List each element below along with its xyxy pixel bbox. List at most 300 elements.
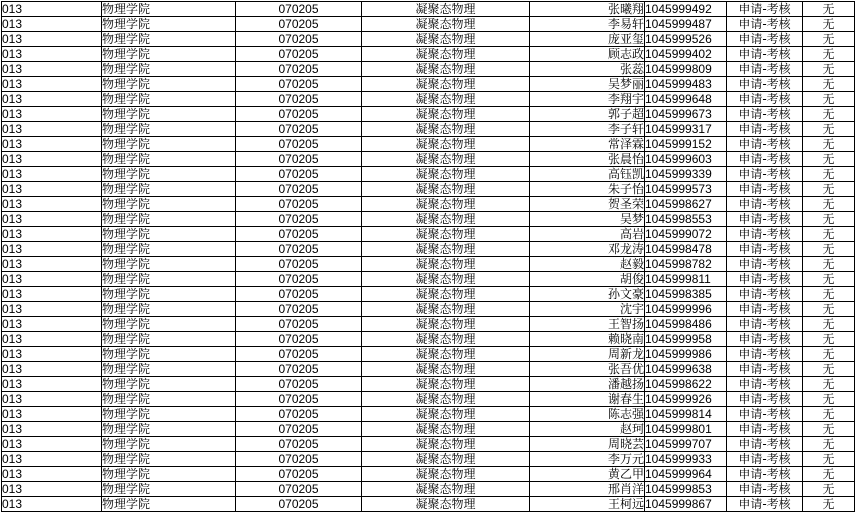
admission-type-cell: 申请-考核 [727,422,803,437]
admission-type-cell: 申请-考核 [727,47,803,62]
candidate-id-cell: 1045998486 [645,317,727,332]
student-name-cell: 高钰凯 [530,167,645,182]
candidate-id-cell: 1045999867 [645,497,727,512]
table-row [2,227,855,242]
candidate-id-cell: 1045999487 [645,17,727,32]
admission-type-cell: 申请-考核 [727,497,803,512]
admission-type-cell: 申请-考核 [727,317,803,332]
table-row [2,287,855,302]
major-code-cell: 070205 [236,317,362,332]
college-name-cell: 物理学院 [102,2,236,17]
table-row [2,2,855,17]
major-code-cell: 070205 [236,302,362,317]
candidate-id-cell: 1045999926 [645,392,727,407]
college-name-cell: 物理学院 [102,152,236,167]
major-name-cell: 凝聚态物理 [362,227,530,242]
table-row [2,257,855,272]
major-name-cell: 凝聚态物理 [362,422,530,437]
candidate-id-cell: 1045999986 [645,347,727,362]
admission-type-cell: 申请-考核 [727,92,803,107]
college-name-cell: 物理学院 [102,452,236,467]
candidate-id-cell: 1045999673 [645,107,727,122]
candidate-id-cell: 1045999933 [645,452,727,467]
college-code-cell: 013 [2,437,102,452]
college-name-cell: 物理学院 [102,347,236,362]
table-row [2,137,855,152]
table-row [2,17,855,32]
admission-table [1,1,855,512]
major-code-cell: 070205 [236,152,362,167]
major-code-cell: 070205 [236,422,362,437]
major-name-cell: 凝聚态物理 [362,242,530,257]
candidate-id-cell: 1045999638 [645,362,727,377]
major-code-cell: 070205 [236,272,362,287]
major-name-cell: 凝聚态物理 [362,362,530,377]
major-code-cell: 070205 [236,332,362,347]
admission-type-cell: 申请-考核 [727,107,803,122]
table-row [2,197,855,212]
college-code-cell: 013 [2,362,102,377]
candidate-id-cell: 1045998627 [645,197,727,212]
student-name-cell: 赵珂 [530,422,645,437]
note-cell: 无 [803,317,855,332]
major-code-cell: 070205 [236,482,362,497]
note-cell: 无 [803,242,855,257]
college-name-cell: 物理学院 [102,182,236,197]
candidate-id-cell: 1045999573 [645,182,727,197]
candidate-id-cell: 1045998782 [645,257,727,272]
note-cell: 无 [803,2,855,17]
college-code-cell: 013 [2,257,102,272]
college-name-cell: 物理学院 [102,377,236,392]
college-code-cell: 013 [2,137,102,152]
college-code-cell: 013 [2,272,102,287]
student-name-cell: 郭子超 [530,107,645,122]
student-name-cell: 吴梦丽 [530,77,645,92]
note-cell: 无 [803,62,855,77]
note-cell: 无 [803,437,855,452]
admission-type-cell: 申请-考核 [727,302,803,317]
student-name-cell: 王智扬 [530,317,645,332]
college-code-cell: 013 [2,77,102,92]
major-code-cell: 070205 [236,257,362,272]
admission-type-cell: 申请-考核 [727,482,803,497]
major-code-cell: 070205 [236,167,362,182]
college-name-cell: 物理学院 [102,497,236,512]
college-code-cell: 013 [2,287,102,302]
college-name-cell: 物理学院 [102,422,236,437]
note-cell: 无 [803,167,855,182]
major-name-cell: 凝聚态物理 [362,257,530,272]
candidate-id-cell: 1045998385 [645,287,727,302]
major-code-cell: 070205 [236,137,362,152]
college-code-cell: 013 [2,107,102,122]
admission-type-cell: 申请-考核 [727,362,803,377]
college-name-cell: 物理学院 [102,302,236,317]
admission-type-cell: 申请-考核 [727,392,803,407]
note-cell: 无 [803,17,855,32]
major-code-cell: 070205 [236,497,362,512]
major-code-cell: 070205 [236,287,362,302]
major-code-cell: 070205 [236,47,362,62]
college-name-cell: 物理学院 [102,407,236,422]
admission-type-cell: 申请-考核 [727,152,803,167]
admission-type-cell: 申请-考核 [727,227,803,242]
table-row [2,392,855,407]
admission-type-cell: 申请-考核 [727,2,803,17]
candidate-id-cell: 1045999526 [645,32,727,47]
major-name-cell: 凝聚态物理 [362,287,530,302]
student-name-cell: 高岩 [530,227,645,242]
college-name-cell: 物理学院 [102,32,236,47]
table-row [2,32,855,47]
candidate-id-cell: 1045999648 [645,92,727,107]
major-code-cell: 070205 [236,362,362,377]
table-row [2,92,855,107]
table-row [2,47,855,62]
student-name-cell: 赵毅 [530,257,645,272]
major-name-cell: 凝聚态物理 [362,467,530,482]
candidate-id-cell: 1045999603 [645,152,727,167]
note-cell: 无 [803,407,855,422]
major-name-cell: 凝聚态物理 [362,137,530,152]
student-name-cell: 孙文豪 [530,287,645,302]
note-cell: 无 [803,92,855,107]
college-name-cell: 物理学院 [102,467,236,482]
major-code-cell: 070205 [236,392,362,407]
student-name-cell: 谢春生 [530,392,645,407]
admission-type-cell: 申请-考核 [727,77,803,92]
major-name-cell: 凝聚态物理 [362,482,530,497]
admission-type-cell: 申请-考核 [727,257,803,272]
major-name-cell: 凝聚态物理 [362,497,530,512]
student-name-cell: 赖晓南 [530,332,645,347]
note-cell: 无 [803,497,855,512]
admission-type-cell: 申请-考核 [727,377,803,392]
table-row [2,437,855,452]
major-code-cell: 070205 [236,407,362,422]
college-name-cell: 物理学院 [102,287,236,302]
major-name-cell: 凝聚态物理 [362,212,530,227]
major-code-cell: 070205 [236,212,362,227]
college-name-cell: 物理学院 [102,77,236,92]
candidate-id-cell: 1045999811 [645,272,727,287]
table-row [2,302,855,317]
college-name-cell: 物理学院 [102,137,236,152]
college-code-cell: 013 [2,197,102,212]
college-code-cell: 013 [2,347,102,362]
college-name-cell: 物理学院 [102,17,236,32]
major-code-cell: 070205 [236,437,362,452]
major-name-cell: 凝聚态物理 [362,452,530,467]
major-code-cell: 070205 [236,377,362,392]
college-code-cell: 013 [2,182,102,197]
major-name-cell: 凝聚态物理 [362,197,530,212]
admission-type-cell: 申请-考核 [727,182,803,197]
note-cell: 无 [803,197,855,212]
student-name-cell: 张蕊 [530,62,645,77]
candidate-id-cell: 1045998478 [645,242,727,257]
note-cell: 无 [803,377,855,392]
student-name-cell: 王柯远 [530,497,645,512]
college-code-cell: 013 [2,332,102,347]
college-code-cell: 013 [2,302,102,317]
student-name-cell: 周新龙 [530,347,645,362]
major-code-cell: 070205 [236,107,362,122]
table-row [2,407,855,422]
major-code-cell: 070205 [236,77,362,92]
admission-type-cell: 申请-考核 [727,137,803,152]
student-name-cell: 李翔宇 [530,92,645,107]
student-name-cell: 李易轩 [530,17,645,32]
note-cell: 无 [803,482,855,497]
major-name-cell: 凝聚态物理 [362,392,530,407]
major-name-cell: 凝聚态物理 [362,122,530,137]
table-row [2,482,855,497]
major-name-cell: 凝聚态物理 [362,272,530,287]
major-name-cell: 凝聚态物理 [362,32,530,47]
candidate-id-cell: 1045999801 [645,422,727,437]
admission-type-cell: 申请-考核 [727,32,803,47]
college-name-cell: 物理学院 [102,392,236,407]
college-code-cell: 013 [2,2,102,17]
college-name-cell: 物理学院 [102,272,236,287]
admission-type-cell: 申请-考核 [727,452,803,467]
college-code-cell: 013 [2,467,102,482]
student-name-cell: 胡俊 [530,272,645,287]
table-row [2,347,855,362]
student-name-cell: 朱子怡 [530,182,645,197]
major-name-cell: 凝聚态物理 [362,17,530,32]
note-cell: 无 [803,332,855,347]
note-cell: 无 [803,77,855,92]
admission-type-cell: 申请-考核 [727,467,803,482]
college-code-cell: 013 [2,392,102,407]
major-code-cell: 070205 [236,197,362,212]
candidate-id-cell: 1045998553 [645,212,727,227]
college-code-cell: 013 [2,227,102,242]
candidate-id-cell: 1045999958 [645,332,727,347]
admission-type-cell: 申请-考核 [727,197,803,212]
college-name-cell: 物理学院 [102,92,236,107]
major-name-cell: 凝聚态物理 [362,347,530,362]
student-name-cell: 张曦翔 [530,2,645,17]
candidate-id-cell: 1045999339 [645,167,727,182]
table-row [2,77,855,92]
major-code-cell: 070205 [236,227,362,242]
college-name-cell: 物理学院 [102,362,236,377]
note-cell: 无 [803,452,855,467]
note-cell: 无 [803,257,855,272]
candidate-id-cell: 1045999152 [645,137,727,152]
note-cell: 无 [803,362,855,377]
table-row [2,272,855,287]
college-code-cell: 013 [2,422,102,437]
candidate-id-cell: 1045999072 [645,227,727,242]
college-name-cell: 物理学院 [102,317,236,332]
college-code-cell: 013 [2,482,102,497]
table-row [2,362,855,377]
table-row [2,467,855,482]
table-row [2,452,855,467]
college-code-cell: 013 [2,377,102,392]
table-row [2,122,855,137]
major-name-cell: 凝聚态物理 [362,62,530,77]
table-row [2,317,855,332]
student-name-cell: 周晓芸 [530,437,645,452]
major-code-cell: 070205 [236,452,362,467]
candidate-id-cell: 1045999996 [645,302,727,317]
note-cell: 无 [803,32,855,47]
college-code-cell: 013 [2,92,102,107]
student-name-cell: 李子轩 [530,122,645,137]
college-name-cell: 物理学院 [102,482,236,497]
college-name-cell: 物理学院 [102,212,236,227]
admission-type-cell: 申请-考核 [727,332,803,347]
student-name-cell: 张晨怡 [530,152,645,167]
admission-type-cell: 申请-考核 [727,347,803,362]
college-code-cell: 013 [2,167,102,182]
note-cell: 无 [803,227,855,242]
student-name-cell: 邓龙涛 [530,242,645,257]
admission-type-cell: 申请-考核 [727,212,803,227]
college-code-cell: 013 [2,152,102,167]
table-row [2,422,855,437]
major-name-cell: 凝聚态物理 [362,317,530,332]
major-code-cell: 070205 [236,242,362,257]
note-cell: 无 [803,137,855,152]
major-name-cell: 凝聚态物理 [362,407,530,422]
major-name-cell: 凝聚态物理 [362,92,530,107]
admission-type-cell: 申请-考核 [727,272,803,287]
college-code-cell: 013 [2,122,102,137]
college-name-cell: 物理学院 [102,227,236,242]
major-code-cell: 070205 [236,62,362,77]
college-code-cell: 013 [2,317,102,332]
note-cell: 无 [803,47,855,62]
table-row [2,62,855,77]
admission-type-cell: 申请-考核 [727,437,803,452]
student-name-cell: 潘越扬 [530,377,645,392]
table-row [2,377,855,392]
major-code-cell: 070205 [236,467,362,482]
table-row [2,107,855,122]
note-cell: 无 [803,347,855,362]
major-name-cell: 凝聚态物理 [362,302,530,317]
college-name-cell: 物理学院 [102,437,236,452]
college-name-cell: 物理学院 [102,62,236,77]
college-code-cell: 013 [2,407,102,422]
college-code-cell: 013 [2,452,102,467]
note-cell: 无 [803,392,855,407]
table-row [2,152,855,167]
college-code-cell: 013 [2,17,102,32]
candidate-id-cell: 1045999402 [645,47,727,62]
note-cell: 无 [803,152,855,167]
admission-type-cell: 申请-考核 [727,407,803,422]
student-name-cell: 贺圣荣 [530,197,645,212]
note-cell: 无 [803,287,855,302]
note-cell: 无 [803,122,855,137]
student-name-cell: 沈宇 [530,302,645,317]
major-name-cell: 凝聚态物理 [362,2,530,17]
admission-type-cell: 申请-考核 [727,62,803,77]
college-name-cell: 物理学院 [102,167,236,182]
college-name-cell: 物理学院 [102,257,236,272]
table-row [2,167,855,182]
major-name-cell: 凝聚态物理 [362,107,530,122]
major-code-cell: 070205 [236,32,362,47]
major-name-cell: 凝聚态物理 [362,167,530,182]
student-name-cell: 顾志政 [530,47,645,62]
student-name-cell: 李万元 [530,452,645,467]
major-code-cell: 070205 [236,122,362,137]
note-cell: 无 [803,467,855,482]
college-name-cell: 物理学院 [102,47,236,62]
college-code-cell: 013 [2,242,102,257]
college-code-cell: 013 [2,212,102,227]
table-row [2,242,855,257]
college-code-cell: 013 [2,47,102,62]
major-name-cell: 凝聚态物理 [362,77,530,92]
note-cell: 无 [803,302,855,317]
admission-type-cell: 申请-考核 [727,242,803,257]
major-code-cell: 070205 [236,347,362,362]
table-row [2,497,855,512]
student-name-cell: 庞亚玺 [530,32,645,47]
major-name-cell: 凝聚态物理 [362,437,530,452]
major-name-cell: 凝聚态物理 [362,377,530,392]
note-cell: 无 [803,272,855,287]
table-row [2,182,855,197]
major-code-cell: 070205 [236,182,362,197]
candidate-id-cell: 1045999483 [645,77,727,92]
note-cell: 无 [803,212,855,227]
college-code-cell: 013 [2,32,102,47]
college-code-cell: 013 [2,62,102,77]
student-name-cell: 邢肖洋 [530,482,645,497]
student-name-cell: 黄乙甲 [530,467,645,482]
college-name-cell: 物理学院 [102,122,236,137]
candidate-id-cell: 1045999707 [645,437,727,452]
candidate-id-cell: 1045999492 [645,2,727,17]
candidate-id-cell: 1045999964 [645,467,727,482]
candidate-id-cell: 1045999809 [645,62,727,77]
candidate-id-cell: 1045999853 [645,482,727,497]
major-name-cell: 凝聚态物理 [362,47,530,62]
major-code-cell: 070205 [236,92,362,107]
college-name-cell: 物理学院 [102,197,236,212]
admission-type-cell: 申请-考核 [727,17,803,32]
admission-type-cell: 申请-考核 [727,122,803,137]
note-cell: 无 [803,107,855,122]
student-name-cell: 陈志强 [530,407,645,422]
college-code-cell: 013 [2,497,102,512]
college-name-cell: 物理学院 [102,107,236,122]
table-row [2,332,855,347]
candidate-id-cell: 1045998622 [645,377,727,392]
major-name-cell: 凝聚态物理 [362,332,530,347]
note-cell: 无 [803,422,855,437]
student-name-cell: 常泽霖 [530,137,645,152]
college-name-cell: 物理学院 [102,332,236,347]
candidate-id-cell: 1045999317 [645,122,727,137]
admission-type-cell: 申请-考核 [727,167,803,182]
college-name-cell: 物理学院 [102,242,236,257]
table-row [2,212,855,227]
admission-type-cell: 申请-考核 [727,287,803,302]
major-name-cell: 凝聚态物理 [362,152,530,167]
